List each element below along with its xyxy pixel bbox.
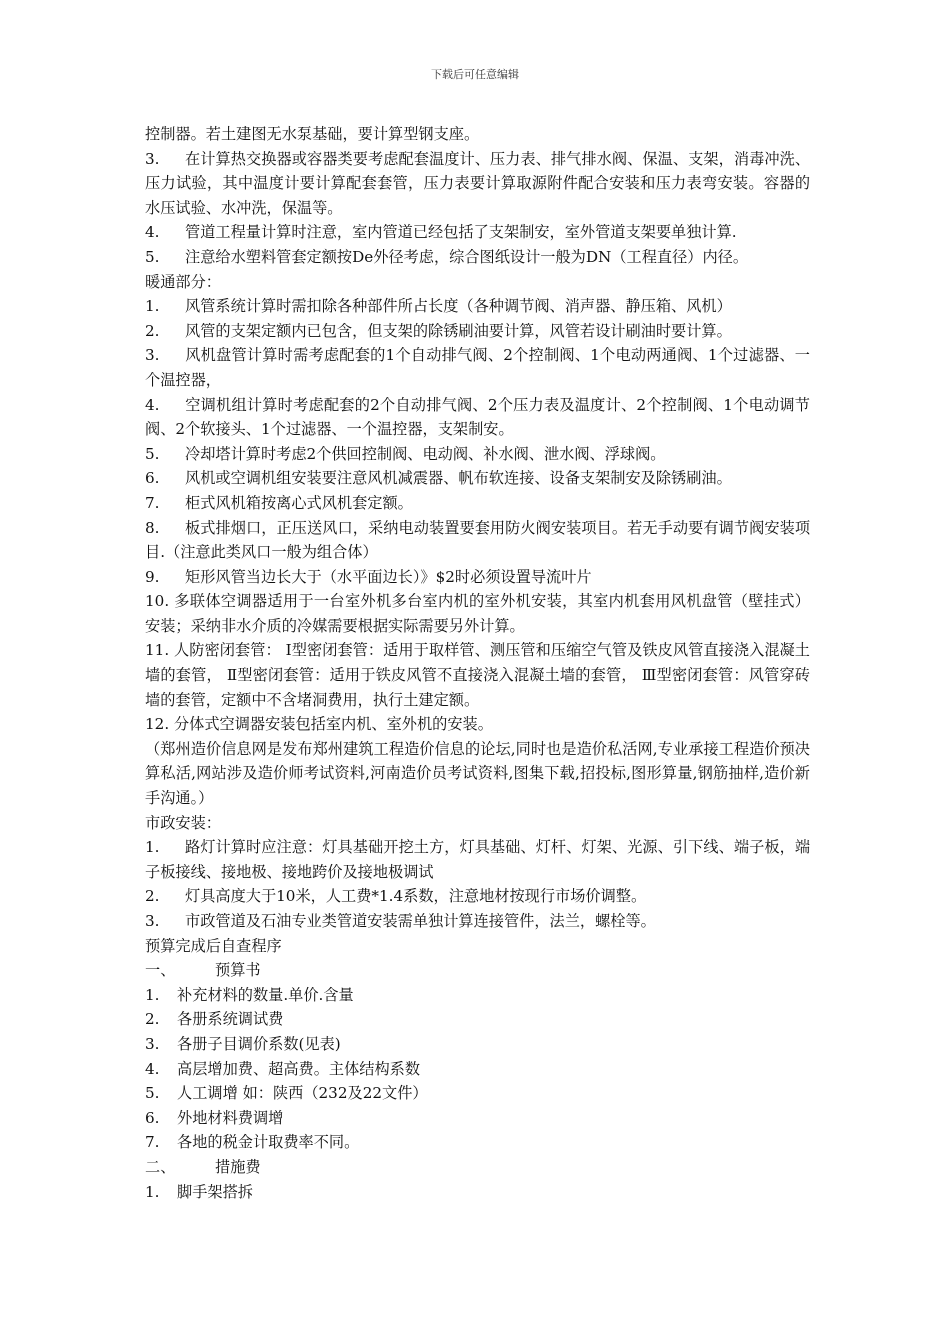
item-number: 5. [145,1084,160,1103]
item-number: 4. [145,395,160,414]
item-number: 5. [145,247,160,266]
paragraph [145,147,810,221]
paragraph [145,1130,810,1155]
item-text: （郑州造价信息网是发布郑州建筑工程造价信息的论坛,同时也是造价私活网,专业承接工程造价预决算私活,网站涉及造价师考试资料,河南造价员考试资料,图集下载,招投标,图形算量,钢筋抽样,造价新手沟通。） [145,739,810,808]
item-text: 在计算热交换器或容器类要考虑配套温度计、压力表、排气排水阀、保温、支架，消毒冲洗、压力试验，其中温度计要计算配套套管，压力表要计算取源附件配合安装和压力表弯安装。容器的水压试验、水冲洗，保温等。 [145,149,810,217]
paragraph [145,393,810,442]
item-text: 各册子目调价系数(见表) [177,1034,341,1053]
item-number: 6. [145,469,160,488]
item-number: 6. [145,1108,160,1127]
item-text: 各册系统调试费 [177,1010,284,1029]
measures-list [145,1180,810,1205]
item-text: 脚手架搭拆 [177,1182,253,1201]
paragraph [145,884,810,909]
item-number: 2. [145,1010,160,1029]
item-number: 1. [145,838,160,857]
paragraph [145,343,810,392]
paragraph [145,491,810,516]
item-number: 8. [145,518,160,537]
item-number: 9. [145,567,160,586]
item-text: 风机或空调机组安装要注意风机减震器、帆布软连接、设备支架制安及除锈刷油。 [185,469,732,488]
paragraph [145,466,810,491]
paragraph [145,270,810,295]
item-number: 1. [145,297,160,316]
paragraph [145,1106,810,1131]
section-number: 二、 [145,1157,176,1176]
paragraph [145,516,810,565]
item-number: 3. [145,346,160,365]
item-text: 市政安装： [145,813,221,832]
item-text: 补充材料的数量.单价.含量 [177,985,354,1004]
item-text: 注意给水塑料管套定额按De外径考虑，综合图纸设计一般为DN（工程直径）内径。 [185,247,749,266]
item-text: 10. 多联体空调器适用于一台室外机多台室内机的室外机安装，其室内机套用风机盘管（壁挂式）安装；采纳非水介质的冷媒需要根据实际需要另外计算。 [145,592,810,635]
paragraph [145,319,810,344]
paragraph [145,712,810,737]
item-text: 空调机组计算时考虑配套的2个自动排气阀、2个压力表及温度计、2个控制阀、1个电动调节阀、2个软接头、1个过滤器、一个温控器，支架制安。 [145,395,810,439]
item-number: 2. [145,887,160,906]
item-text: 管道工程量计算时注意，室内管道已经包括了支架制安，室外管道支架要单独计算. [185,223,737,242]
item-text: 暖通部分： [145,272,221,291]
section-heading-budget-book [145,958,810,983]
item-text: 11. 人防密闭套管： Ⅰ型密闭套管：适用于取样管、测压管和压缩空气管及铁皮风管直接浇入混凝土墙的套管， Ⅱ型密闭套管：适用于铁皮风管不直接浇入混凝土墙的套管， Ⅲ型密闭套管：风管穿砖墙的套管，定额中不含堵洞费用，执行土建定额。 [145,641,810,709]
item-text: 外地材料费调增 [177,1108,284,1127]
section-heading-measures [145,1155,810,1180]
item-number: 7. [145,1133,160,1152]
paragraph [145,1180,810,1205]
item-text: 灯具高度大于10米，人工费*1.4系数，注意地材按现行市场价调整。 [185,887,647,906]
paragraph [145,983,810,1008]
item-text: 路灯计算时应注意：灯具基础开挖土方，灯具基础、灯杆、灯架、光源、引下线、端子板，端子板接线、接地极、接地跨价及接地极调试 [145,838,810,881]
document-body [145,122,810,1204]
paragraph [145,737,810,811]
item-text: 控制器。若土建图无水泵基础，要计算型钢支座。 [145,125,480,143]
paragraph [145,1057,810,1082]
item-text: 人工调增 如：陕西（232及22文件） [177,1084,428,1103]
item-text: 柜式风机箱按离心式风机套定额。 [185,493,413,512]
paragraph [145,294,810,319]
item-text: 风机盘管计算时需考虑配套的1个自动排气阀、2个控制阀、1个电动两通阀、1个过滤器、一个温控器， [145,346,810,389]
item-text: 市政管道及石油专业类管道安装需单独计算连接管件，法兰，螺栓等。 [185,912,656,930]
paragraph [145,638,810,712]
item-text: 风管系统计算时需扣除各种部件所占长度（各种调节阀、消声器、静压箱、风机） [185,297,732,316]
item-number: 1. [145,1182,160,1201]
item-number: 4. [145,1059,160,1078]
budget-book-list [145,983,810,1155]
paragraph [145,245,810,270]
paragraph [145,565,810,590]
paragraph [145,909,810,934]
item-number: 2. [145,321,160,340]
section-title: 措施费 [215,1157,261,1176]
paragraph-list [145,122,810,958]
item-text: 预算完成后自查程序 [145,936,282,955]
item-text: 12. 分体式空调器安装包括室内机、室外机的安装。 [145,715,493,734]
paragraph [145,589,810,638]
item-text: 板式排烟口，正压送风口，采纳电动装置要套用防火阀安装项目。若无手动要有调节阀安装项目.（注意此类风口一般为组合体） [145,518,810,562]
page-header: 下载后可任意编辑 [431,68,519,81]
paragraph [145,835,810,884]
paragraph [145,1081,810,1106]
item-text: 高层增加费、超高费。主体结构系数 [177,1059,420,1078]
item-text: 各地的税金计取费率不同。 [177,1133,360,1152]
section-number: 一、 [145,961,176,980]
paragraph [145,220,810,245]
item-number: 4. [145,223,160,242]
item-number: 1. [145,985,160,1004]
item-number: 3. [145,149,160,168]
paragraph [145,811,810,836]
paragraph [145,442,810,467]
section-title: 预算书 [215,961,261,980]
paragraph [145,1032,810,1057]
item-number: 3. [145,1034,160,1053]
item-text: 冷却塔计算时考虑2个供回控制阀、电动阀、补水阀、泄水阀、浮球阀。 [185,444,666,463]
item-text: 风管的支架定额内已包含，但支架的除锈刷油要计算，风管若设计刷油时要计算。 [185,321,732,340]
paragraph [145,1007,810,1032]
item-number: 3. [145,912,160,930]
item-number: 7. [145,493,160,512]
item-number: 5. [145,444,160,463]
paragraph [145,934,810,959]
paragraph [145,122,810,147]
item-text: 矩形风管当边长大于（水平面边长）》$2时必须设置导流叶片 [185,567,592,586]
